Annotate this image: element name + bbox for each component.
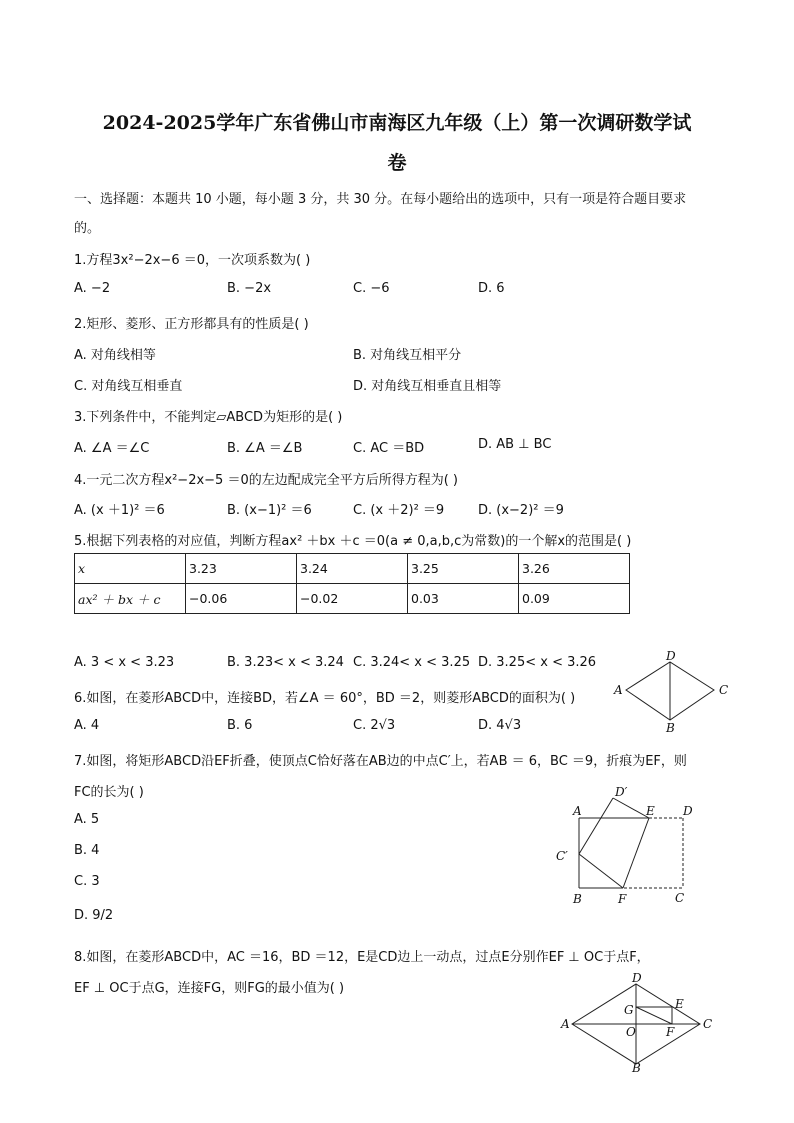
rhombus-figure-q6 — [606, 648, 736, 734]
table-cell: 3.25 — [408, 554, 519, 584]
label-c-prime: C′ — [556, 849, 568, 863]
label-d-prime: D′ — [615, 785, 628, 799]
page-title-line2: 卷 — [387, 152, 407, 174]
label-d: D — [683, 804, 693, 818]
label-o: O — [626, 1025, 636, 1039]
question-2-stem: 2.矩形、菱形、正方形都具有的性质是( ) — [74, 317, 309, 332]
label-c: C — [703, 1017, 713, 1031]
q4-option-d[interactable]: D. (x−2)² ＝9 — [478, 503, 564, 518]
q6-option-d[interactable]: D. 4√3 — [478, 718, 522, 733]
question-3-stem: 3.下列条件中，不能判定▱ABCD为矩形的是( ) — [74, 410, 343, 425]
segment-c-prime-d-prime — [579, 798, 613, 854]
q2-option-b[interactable]: B. 对角线互相平分 — [353, 348, 462, 363]
table-cell: ax² ＋ bx ＋ c — [75, 584, 186, 614]
q5-option-d[interactable]: D. 3.25< x < 3.26 — [478, 655, 597, 670]
q1-option-c[interactable]: C. −6 — [353, 281, 390, 296]
q1-option-b[interactable]: B. −2x — [227, 281, 272, 296]
question-1-stem: 1.方程3x²−2x−6 ＝0，一次项系数为( ) — [74, 253, 311, 268]
table-cell: 3.26 — [519, 554, 630, 584]
label-a: A — [573, 804, 582, 818]
table-cell: −0.02 — [297, 584, 408, 614]
label-f: F — [666, 1025, 675, 1039]
table-cell: x — [75, 554, 186, 584]
q5-option-b[interactable]: B. 3.23< x < 3.24 — [227, 655, 344, 670]
q3-option-c[interactable]: C. AC ＝BD — [353, 441, 425, 456]
label-c: C — [675, 891, 685, 905]
label-b: B — [573, 892, 582, 906]
q3-option-a[interactable]: A. ∠A ＝∠C — [74, 441, 150, 456]
q4-option-a[interactable]: A. (x ＋1)² ＝6 — [74, 503, 165, 518]
q4-option-b[interactable]: B. (x−1)² ＝6 — [227, 503, 312, 518]
q7-option-a[interactable]: A. 5 — [74, 812, 100, 827]
q3-option-b[interactable]: B. ∠A ＝∠B — [227, 441, 303, 456]
question-7-stem-line2: FC的长为( ) — [74, 785, 144, 800]
label-a: A — [614, 683, 623, 697]
table-cell: 3.23 — [186, 554, 297, 584]
section-instruction-line2: 的。 — [74, 221, 101, 236]
label-e: E — [675, 997, 684, 1011]
label-f: F — [618, 892, 627, 906]
q2-option-d[interactable]: D. 对角线互相垂直且相等 — [353, 379, 502, 394]
label-d: D — [666, 649, 676, 663]
label-b: B — [632, 1061, 641, 1072]
q6-option-c[interactable]: C. 2√3 — [353, 718, 396, 733]
fold-line-ef — [623, 818, 649, 888]
label-b: B — [666, 721, 675, 734]
q6-option-a[interactable]: A. 4 — [74, 718, 100, 733]
q5-option-a[interactable]: A. 3 < x < 3.23 — [74, 655, 175, 670]
question-6-stem: 6.如图，在菱形ABCD中，连接BD，若∠A ＝ 60°，BD ＝2，则菱形ABCD的面积为( ) — [74, 691, 576, 706]
rhombus-figure-q8 — [556, 972, 716, 1072]
label-c: C — [719, 683, 729, 697]
table-row — [75, 554, 630, 584]
table-cell: 0.09 — [519, 584, 630, 614]
q7-option-b[interactable]: B. 4 — [74, 843, 100, 858]
label-e: E — [646, 804, 655, 818]
question-7-stem-line1: 7.如图，将矩形ABCD沿EF折叠，使顶点C恰好落在AB边的中点C′上，若AB ＝ 6，BC ＝9，折痕为EF，则 — [74, 754, 687, 769]
page-title-line1: 2024-2025学年广东省佛山市南海区九年级（上）第一次调研数学试 — [102, 112, 692, 134]
question-4-stem: 4.一元二次方程x²−2x−5 ＝0的左边配成完全平方后所得方程为( ) — [74, 473, 459, 488]
q3-option-d[interactable]: D. AB ⊥ BC — [478, 437, 552, 452]
q6-option-b[interactable]: B. 6 — [227, 718, 253, 733]
table-row — [75, 584, 630, 614]
section-instruction-line1: 一、选择题：本题共 10 小题，每小题 3 分，共 30 分。在每小题给出的选项中，只有一项是符合题目要求 — [74, 192, 687, 207]
segment-c-prime-f — [579, 854, 623, 888]
q5-option-c[interactable]: C. 3.24< x < 3.25 — [353, 655, 471, 670]
segment-d-prime-e — [613, 798, 649, 818]
question-8-stem-line2: EF ⊥ OC于点G，连接FG，则FG的最小值为( ) — [74, 981, 345, 996]
table-cell: 0.03 — [408, 584, 519, 614]
q7-option-d[interactable]: D. 9/2 — [74, 908, 114, 923]
segment-fg — [636, 1007, 672, 1024]
q7-option-c[interactable]: C. 3 — [74, 874, 100, 889]
q2-option-c[interactable]: C. 对角线互相垂直 — [74, 379, 183, 394]
q1-option-d[interactable]: D. 6 — [478, 281, 505, 296]
question-5-stem: 5.根据下列表格的对应值，判断方程ax² ＋bx ＋c ＝0(a ≠ 0,a,b,c为常数)的一个解x的范围是( ) — [74, 534, 632, 549]
table-cell: −0.06 — [186, 584, 297, 614]
value-table — [74, 553, 630, 614]
label-d: D — [632, 972, 642, 985]
q2-option-a[interactable]: A. 对角线相等 — [74, 348, 156, 363]
q1-option-a[interactable]: A. −2 — [74, 281, 111, 296]
label-a: A — [561, 1017, 570, 1031]
table-cell: 3.24 — [297, 554, 408, 584]
folded-rectangle-figure-q7 — [553, 780, 703, 908]
question-8-stem-line1: 8.如图，在菱形ABCD中，AC ＝16，BD ＝12，E是CD边上一动点，过点E分别作EF ⊥ OC于点F， — [74, 950, 650, 965]
q4-option-c[interactable]: C. (x ＋2)² ＝9 — [353, 503, 445, 518]
label-g: G — [624, 1003, 634, 1017]
